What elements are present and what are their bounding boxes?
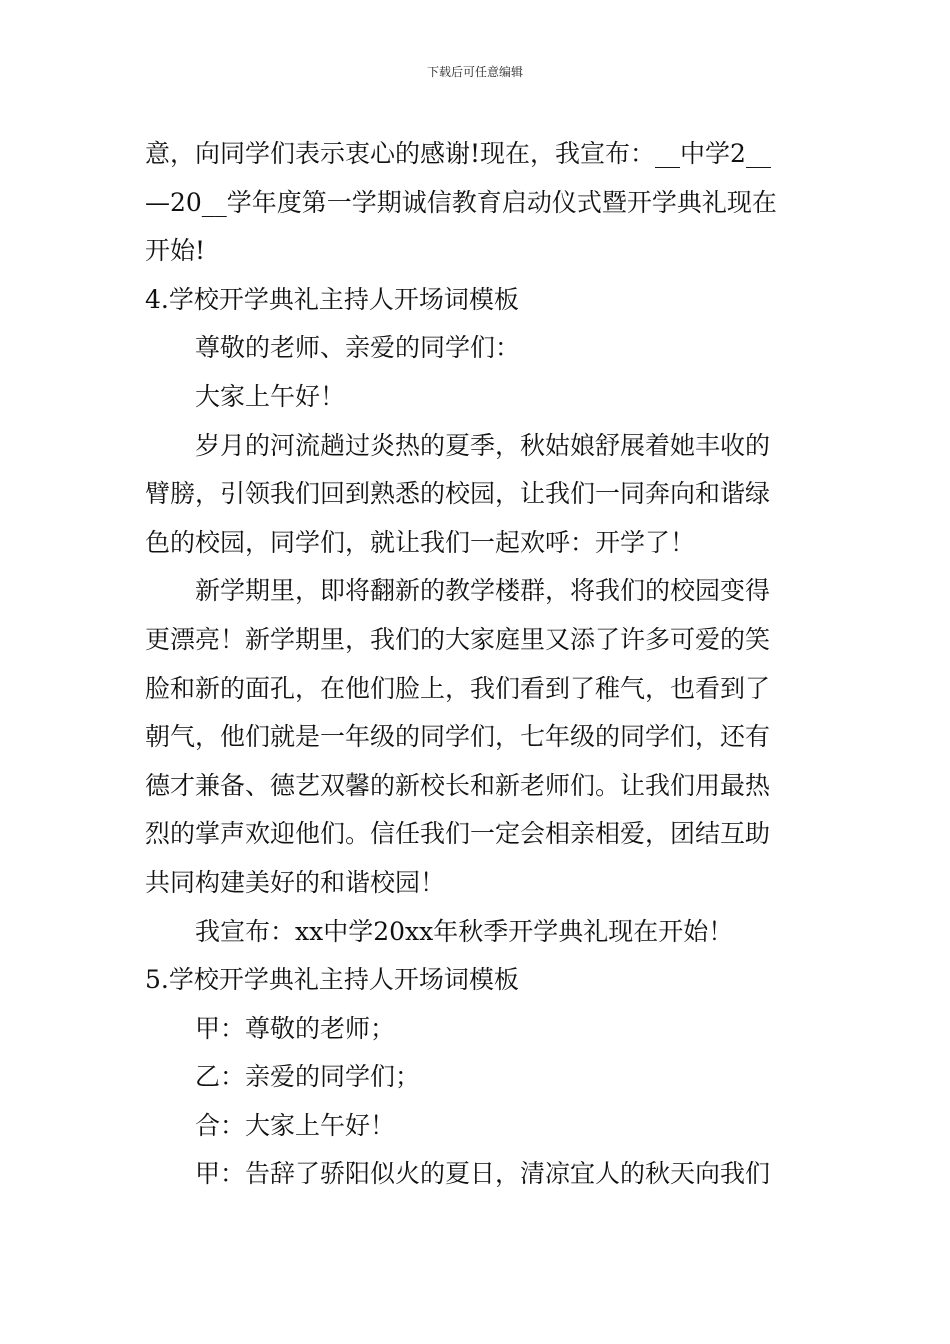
text-line: 开始! [145,236,206,266]
section-heading: 4.学校开学典礼主持人开场词模板 [145,284,519,314]
salutation: 尊敬的老师、亲爱的同学们： [195,333,521,363]
text-line: 臂膀，引领我们回到熟悉的校园，让我们一同奔向和谐绿 [145,479,771,509]
text-line: 朝气，他们就是一年级的同学们，七年级的同学们，还有 [145,722,771,752]
paragraph-start: 我宣布：xx中学20xx年秋季开学典礼现在开始！ [195,916,734,946]
text-line: 意，向同学们表示衷心的感谢!现在，我宣布：__中学2__ [145,139,771,168]
text-line: —20__学年度第一学期诚信教育启动仪式暨开学典礼现在 [145,187,777,217]
text-line: 共同构建美好的和谐校园！ [145,867,446,897]
dialogue-line: 合：大家上午好！ [195,1110,396,1140]
section-heading: 5.学校开学典礼主持人开场词模板 [145,965,519,995]
page-header: 下载后可任意编辑 [426,65,523,79]
text-line: 脸和新的面孔，在他们脸上，我们看到了稚气，也看到了 [145,673,771,703]
dialogue-line: 甲：告辞了骄阳似火的夏日，清凉宜人的秋天向我们 [195,1159,771,1189]
dialogue-line: 甲：尊敬的老师； [195,1013,396,1043]
text-line: 德才兼备、德艺双馨的新校长和新老师们。让我们用最热 [145,770,771,800]
document-body [145,130,810,1199]
dialogue-line: 乙：亲爱的同学们； [195,1062,421,1092]
paragraph-start: 新学期里，即将翻新的教学楼群，将我们的校园变得 [195,576,771,606]
paragraph-start: 岁月的河流趟过炎热的夏季，秋姑娘舒展着她丰收的 [195,430,771,460]
greeting: 大家上午好！ [195,381,346,411]
text-line: 烈的掌声欢迎他们。信任我们一定会相亲相爱，团结互助 [145,819,771,849]
text-line: 色的校园，同学们，就让我们一起欢呼：开学了！ [145,527,696,557]
text-line: 更漂亮！新学期里，我们的大家庭里又添了许多可爱的笑 [145,624,771,654]
